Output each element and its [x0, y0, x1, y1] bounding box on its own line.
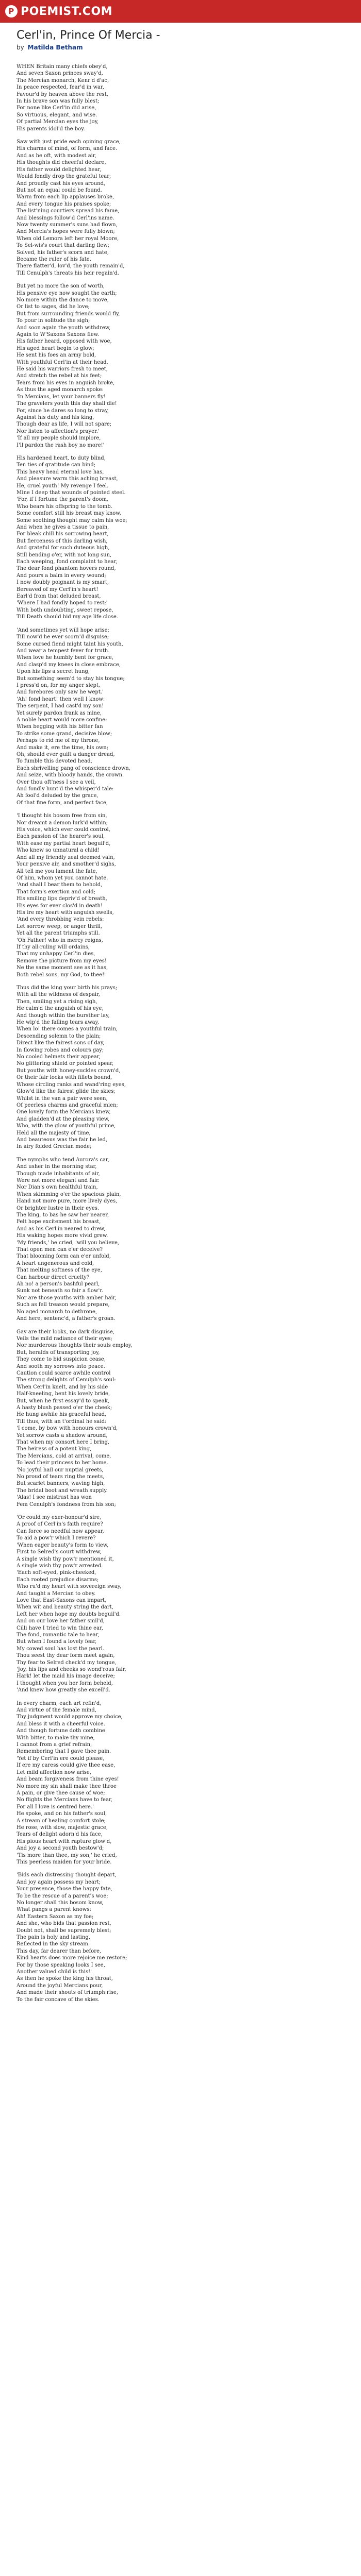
- poem-line: Can force so needful now appear,: [17, 1528, 104, 1534]
- logo-text: POEMIST.COM: [21, 5, 113, 18]
- poem-line: 'I thought his bosom free from sin,: [17, 813, 107, 819]
- poem-line: And Mercia's hopes were fully blown;: [17, 229, 115, 235]
- poem-line: And here, sentenc'd, a father's groan.: [17, 1316, 116, 1322]
- poem-line: Another valued child is this!': [17, 1969, 92, 1975]
- poem-line: And bless it with a cheerful voice.: [17, 1721, 105, 1727]
- stanza: [17, 455, 354, 621]
- poem-line: Reflected in the sky stream.: [17, 1941, 90, 1947]
- poem-line: And all my friendly zeal deemed vain,: [17, 854, 115, 860]
- poem-line: Tears from his eyes in anguish broke,: [17, 380, 115, 386]
- poem-line: 'Joy, his lips and cheeks so wond'rous fair,: [17, 1667, 126, 1672]
- poem-line: Who bears his offspring to the tomb.: [17, 503, 112, 510]
- poem-line: His pious heart with rapture glow'd,: [17, 1838, 112, 1844]
- stanza: [17, 63, 354, 132]
- poem-line: Saw with just pride each opining grace,: [17, 139, 121, 145]
- poem-line: Again to W'Saxons Saxons flew.: [17, 332, 100, 338]
- poem-line: Remembering that I gave thee pain.: [17, 1749, 111, 1755]
- poem-line: Thus did the king your birth his prays;: [17, 985, 118, 991]
- poem-line: But fierceness of this darling wish,: [17, 538, 108, 544]
- poem-line: Of that fine form, and perfect face,: [17, 800, 108, 806]
- poem-line: A single wish thy pow'r mentioned it,: [17, 1556, 114, 1562]
- poem-line: And forebores only saw he wept.': [17, 689, 104, 696]
- poem-line: Over thou oft'ness I see a veil,: [17, 779, 96, 785]
- poem-line: Some comfort still his breast may know,: [17, 511, 121, 517]
- poem-line: Against his duty and his king,: [17, 414, 94, 420]
- poem-line: 'In Mercians, let your banners fly!: [17, 394, 106, 400]
- poem-line: His smiling lips depriv'd of breath,: [17, 896, 107, 902]
- poem-line: Some soothing thought may calm his woe;: [17, 517, 127, 523]
- poem-line: And joy again possess my heart;: [17, 1879, 101, 1885]
- stanza: [17, 1700, 354, 1866]
- poem-line: He said his warriors fresh to meet,: [17, 366, 108, 372]
- poem-line: Your presence, those the happy fate,: [17, 1886, 112, 1892]
- poem-line: Favour'd by heaven above the rest,: [17, 91, 108, 97]
- logo-icon: P: [5, 5, 18, 18]
- poem-line: And though fortune doth combine: [17, 1728, 105, 1734]
- poem-line: That my unhappy Cerl'in dies,: [17, 951, 95, 957]
- poem-line: Still bending o'er, with not long sun,: [17, 552, 112, 558]
- poem-line: For none like Cerl'in did arise,: [17, 105, 96, 111]
- stanza: [17, 139, 354, 277]
- poem-line: Or list to sages, did he love;: [17, 304, 90, 310]
- poem-line: But not an equal could be found.: [17, 187, 102, 193]
- poem-line: The Mercians, cold at arrival, come,: [17, 1453, 111, 1459]
- poem-line: 'Bids each distressing thought depart,: [17, 1872, 117, 1878]
- poem-line: WHEN Britain many chiefs obey'd,: [17, 64, 108, 70]
- poem-line: I cannot from a grief refrain,: [17, 1742, 92, 1748]
- poem-line: This day, far dearer than before,: [17, 1948, 102, 1954]
- poem-line: Oh, should ever guilt a danger dread,: [17, 752, 115, 757]
- poem-line: Kind hearts does more rejoice me restore;: [17, 1955, 127, 1961]
- poem-line: When lo! there comes a youthful train,: [17, 1026, 118, 1032]
- poem-line: But, when he first essay'd to speak,: [17, 1398, 110, 1404]
- poem-line: The fond, romantic tale to hear,: [17, 1632, 100, 1638]
- stanza: [17, 1157, 354, 1323]
- poem-line: To aid a pow'r which I revere?: [17, 1535, 96, 1541]
- poem-line: Fem Cenulph's fondness from his son;: [17, 1501, 116, 1507]
- poem-line: There flatter'd, lov'd, the youth remain'd,: [17, 263, 125, 269]
- poem-line: Yet all the parent triumphs still.: [17, 930, 100, 937]
- poem-line: A noble heart would more confine:: [17, 717, 107, 723]
- poem-line: Nor listen to affection's prayer.': [17, 428, 100, 434]
- poem-line: Remove the picture from my eyes!: [17, 958, 107, 964]
- poem-line: And clasp'd my knees in close embrace,: [17, 662, 121, 668]
- poem-line: Ne the same moment see as it has,: [17, 965, 108, 971]
- poem-line: No flights the Mercians have to fear,: [17, 1797, 112, 1803]
- poem-line: All tell me you lament the fate,: [17, 868, 97, 874]
- poem-line: For all I love is centred here.': [17, 1804, 94, 1810]
- poem-line: Bereaved of my Cerl'in's heart!: [17, 586, 99, 592]
- poem-line: Ah no! a person's bashful pearl,: [17, 1281, 100, 1287]
- poem-line: 'Ah! fond heart! then well I know:: [17, 696, 105, 702]
- poem-line: That melting softness of the eye,: [17, 1267, 102, 1274]
- poem-line: But from surrounding friends would fly,: [17, 311, 120, 317]
- poem-line: Such as fell treason would prepare,: [17, 1302, 110, 1308]
- poem-line: No cooled helmets their appear,: [17, 1054, 101, 1060]
- poem-line: Yet surely pardon frank as mine,: [17, 710, 102, 716]
- poem-line: Some cursed fiend might taint his youth,: [17, 641, 123, 647]
- poem-line: Hand not more pure, more lively dyes,: [17, 1198, 118, 1205]
- poem-line: 'Or could my exer-honour'd sire,: [17, 1515, 102, 1521]
- poem-line: Each passion of the hearer's soul,: [17, 834, 105, 840]
- poem-line: When love he humbly bent for grace,: [17, 655, 114, 661]
- poem-line: If thy all-ruling will ordains,: [17, 944, 90, 950]
- poem-line: And stretch the rebel at his feet;: [17, 373, 102, 379]
- poem-line: In every charm, each art refin'd,: [17, 1700, 102, 1706]
- poem-line: The bridal boot and wreath supply.: [17, 1487, 108, 1494]
- poem-line: I press'd on, for my anger slept,: [17, 682, 101, 688]
- byline-label: by: [17, 44, 24, 51]
- poem-line: No aged monarch to dethrone,: [17, 1309, 97, 1315]
- poem-title: Cerl'in, Prince Of Mercia -: [17, 29, 160, 42]
- poem-line: I thought when you her form beheld,: [17, 1680, 113, 1686]
- poem-line: In his brave son was fully blest;: [17, 98, 100, 105]
- poem-line: Though dear as life, I will not spare;: [17, 421, 112, 428]
- poem-line: The pain is holy and lasting,: [17, 1935, 90, 1941]
- poem-line: He rose, with slow, majestic grace,: [17, 1824, 108, 1831]
- poem-line: They come to bid suspicion cease,: [17, 1357, 106, 1363]
- poem-line: No longer shall this bosom know,: [17, 1900, 104, 1906]
- poem-line: Love that East-Saxons can impart,: [17, 1597, 107, 1603]
- poem-line: Who ru'd my heart with sovereign sway,: [17, 1584, 122, 1590]
- poem-line: Veils the mild radiance of their eyes;: [17, 1335, 112, 1342]
- poem-line: But, heralds of transporting joy,: [17, 1349, 100, 1355]
- poem-line: As then he spoke the king his throat,: [17, 1976, 113, 1982]
- poem-line: Thou seest thy dear form meet again,: [17, 1653, 115, 1659]
- poem-line: But scarlet banners, waving high,: [17, 1481, 105, 1487]
- poem-line: With both undoubting, sweet repose,: [17, 607, 113, 613]
- poem-line: Till Cenulph's threats his heir regain'd.: [17, 270, 119, 276]
- poem-line: And beauteous was the fair he led,: [17, 1137, 108, 1143]
- poem-line: To strike some grand, decisive blow;: [17, 731, 112, 737]
- poem-line: And grateful for such duteous high,: [17, 545, 110, 551]
- poem-line: In peace respected, fear'd in war,: [17, 84, 104, 91]
- poem-line: Glow'd like the fairest glide the skies;: [17, 1089, 116, 1095]
- poem-line: And pleasure warm this aching breast,: [17, 476, 118, 482]
- poem-line: No glittering shield or pointed spear,: [17, 1061, 113, 1067]
- poem-line: His hardened heart, to duty blind,: [17, 455, 106, 461]
- poem-line: His parents idol'd the boy.: [17, 126, 85, 132]
- poem-line: Each rooted prejudice disarms;: [17, 1577, 99, 1583]
- poem-line: Let mild affection now arise,: [17, 1769, 92, 1775]
- poem-line: He calm'd the anguish of his eye,: [17, 1006, 104, 1012]
- poem-line: And seven Saxon princes sway'd,: [17, 71, 103, 77]
- stanza: [17, 1514, 354, 1694]
- poem-line: Who knew so unnatural a child!: [17, 848, 100, 854]
- poem-line: The list'ning courtiers spread his fame,: [17, 208, 120, 214]
- poem-line: And beam forgiveness from thine eyes!: [17, 1776, 119, 1783]
- poem-line: And taught a Mercian to obey.: [17, 1590, 96, 1597]
- poem-line: Or their fair locks with fillets bound,: [17, 1075, 112, 1081]
- poem-line: I now doubly poignant is my smart,: [17, 580, 109, 586]
- poem-line: The serpent, I had cast'd my son!: [17, 703, 104, 709]
- poem-line: I'll pardon the rash boy no more!': [17, 442, 105, 448]
- poem-line: And soon again the youth withdrew,: [17, 325, 111, 331]
- poem-line: Your pensive air, and smother'd sighs,: [17, 861, 116, 868]
- poem-line: Both rebel sons, my God, to thee!': [17, 972, 106, 978]
- poem-line: A hasty blush passed o'er the cheek;: [17, 1404, 112, 1411]
- poem-line: To fumble this devoted head,: [17, 758, 92, 765]
- poem-line: This heavy head eternal love has,: [17, 469, 104, 475]
- poem-line: Thy fear to Selred check'd my tongue,: [17, 1659, 117, 1666]
- poem-line: And make it, ere the time, his own;: [17, 744, 109, 751]
- poem-line: And virtue of the female mind,: [17, 1707, 96, 1714]
- poem-line: Solved, his father's scorn and hate,: [17, 249, 109, 256]
- poem-line: Direct like the fairest sons of day,: [17, 1040, 105, 1046]
- poem-line: And fondly hunt'd the whisper'd tale:: [17, 786, 114, 792]
- poem-line: But yet no more the son of worth,: [17, 283, 105, 290]
- poem-line: Then, smiling yet a rising sigh,: [17, 998, 97, 1005]
- poem-line: The heiress of a potent king,: [17, 1446, 92, 1452]
- poem-line: Ten ties of gratitude can bind;: [17, 462, 96, 468]
- byline: [17, 44, 354, 51]
- poem-line: But when I found a lovely fear,: [17, 1639, 97, 1645]
- poem-line: Perhaps to rid me of my throne,: [17, 738, 100, 744]
- poem-line: Each weeping, fond complaint to hear,: [17, 559, 118, 565]
- poem-line: Tears of delight adorn'd his face,: [17, 1832, 103, 1838]
- poem-line: For, since he dares so long to stray,: [17, 408, 109, 414]
- poem-line: What pangs a parent knows:: [17, 1907, 91, 1913]
- poem-line: And gladden'd at the pleasing view,: [17, 1116, 110, 1122]
- poem-line: With bitter, to make thy mine,: [17, 1735, 95, 1741]
- poem-line: For bleak chill his sorrowing heart,: [17, 531, 109, 537]
- poem-line: Descending solemn to the plain;: [17, 1033, 101, 1039]
- poem-line: And though within the bursther lay,: [17, 1012, 110, 1019]
- poem-line: The gravelers youth this day shall die!: [17, 401, 117, 407]
- poem-line: Around the joyful Mercians pour,: [17, 1982, 103, 1989]
- poem-line: 'Alas! I see mistrust has won: [17, 1495, 92, 1501]
- poem-line: Of peerless charms and graceful mien;: [17, 1102, 118, 1108]
- poem-line: Doubt not, shall be supremely blest;: [17, 1927, 111, 1934]
- poem-line: Warm from each lip applauses broke,: [17, 194, 114, 200]
- poem-line: No more my sin shall make thee throe: [17, 1783, 117, 1789]
- poem-line: And usher in the morning star,: [17, 1164, 97, 1170]
- poem-line: 'Each soft-eyed, pink-cheeked,: [17, 1570, 96, 1576]
- poem-line: Cilli have I tried to win thine ear,: [17, 1625, 103, 1631]
- poem-line: Of him, whom yet you cannot hate.: [17, 875, 108, 881]
- poem-line: 'My friends,' he cried, 'will you believe,: [17, 1240, 120, 1246]
- site-logo[interactable]: [5, 5, 112, 18]
- poem-line: Whilst in the van a pair were seen,: [17, 1095, 108, 1101]
- poem-line: His charms of mind, of form, and face.: [17, 146, 118, 152]
- poem-line: He sent his foes an army bold,: [17, 352, 96, 359]
- stanza: [17, 283, 354, 449]
- stanza: [17, 627, 354, 807]
- poem-line: Ah! Eastern Saxon as my foe;: [17, 1913, 94, 1920]
- poem-line: Became the ruler of his fate.: [17, 256, 91, 262]
- poem-line: The king, to bas he saw her nearer,: [17, 1212, 109, 1218]
- poem-line: And when he gives a tissue to pain,: [17, 524, 109, 530]
- poem-line: His eyes for ever clos'd in death!: [17, 903, 103, 909]
- poem-line: No more within the dance to move,: [17, 297, 109, 303]
- poem-line: His father heard, opposed with woe,: [17, 338, 112, 345]
- poem-line: With ease my partial heart beguil'd,: [17, 840, 111, 846]
- poem-line: Till Death should bid my age life close.: [17, 614, 118, 620]
- poem-line: So virtuous, elegant, and wise.: [17, 112, 97, 118]
- poem-line: When Cerl'in knelt, and by his side: [17, 1384, 108, 1390]
- poem-line: Nor are those youths with amber hair,: [17, 1295, 117, 1301]
- poem-line: Let sorrow weep, or anger thrill,: [17, 923, 103, 929]
- poem-line: 'Tis more than thee, my son,' he cried,: [17, 1852, 117, 1858]
- poem-line: When wit and beauty string the dart,: [17, 1604, 113, 1611]
- poem-line: And every tongue his praises spoke;: [17, 201, 111, 207]
- poem-line: But youths with honey-suckles crown'd,: [17, 1067, 121, 1074]
- poem-line: Though made inhabitants of air,: [17, 1171, 100, 1177]
- stanza: [17, 1872, 354, 2003]
- poem-line: Can harbour direct cruelty?: [17, 1274, 90, 1280]
- poem-line: 'For, if I fortune the parent's doom,: [17, 497, 109, 503]
- poem-line: The dear fond phantom hovers round,: [17, 566, 116, 572]
- poem-line: If ere my caress could give thee ease,: [17, 1762, 116, 1769]
- poem-line: And on our love her father smil'd,: [17, 1618, 105, 1624]
- poem-line: That blooming form can e'er unfold,: [17, 1253, 111, 1260]
- poem-line: A proof of Cerl'in's faith require?: [17, 1521, 103, 1528]
- poem-line: 'And sometimes yet will hope arise;: [17, 627, 109, 633]
- poem-line: And proudly cast his eyes around,: [17, 180, 106, 187]
- poem-line: When skimming o'er the spacious plain,: [17, 1191, 121, 1197]
- poem-line: His pensive eye now sought the earth;: [17, 290, 117, 296]
- poem-line: A heart ungenerous and cold,: [17, 1260, 94, 1266]
- poem-line: 'And every throbbing vein rebels:: [17, 917, 104, 923]
- poem-line: To Sel-wis's court that darling flew;: [17, 243, 110, 249]
- poem-line: When old Lemora left her royal Moore,: [17, 235, 119, 242]
- poem-line: 'No joyful hail our nuptial greets,: [17, 1467, 104, 1473]
- poem-line: Sunk not beneath so fair a flow'r.: [17, 1288, 104, 1294]
- poem-line: His aged heart begin to glow;: [17, 345, 94, 351]
- poem-line: 'Oh Father! who in mercy reigns,: [17, 937, 103, 943]
- poem-line: Who, with the glow of youthful prime,: [17, 1123, 116, 1129]
- poem-line: And as he oft, with modest air,: [17, 152, 96, 159]
- poem-line: And joy a second youth bestow'd;: [17, 1845, 104, 1852]
- poem-line: A pain, or give thee cause of woe;: [17, 1790, 105, 1796]
- poem-line: Upon his lips a secret hung,: [17, 669, 90, 675]
- poem-line: He hung awhile his graceful head,: [17, 1412, 107, 1418]
- poem-line: 'I come, by bow with honours crown'd,: [17, 1426, 118, 1432]
- poem-line: But something seem'd to stay his tongue;: [17, 675, 125, 682]
- poem-line: Would fondly drop the grateful tear;: [17, 174, 111, 180]
- poem-line: Till thus, with an t'ordinal he said:: [17, 1418, 107, 1425]
- poem-line: The strong delights of Cenulph's soul:: [17, 1377, 116, 1383]
- poem-line: Caution could scarce awhile control: [17, 1370, 111, 1376]
- poem-line: And sooth my sorrows into peace.: [17, 1363, 105, 1369]
- poem-line: Each shrivelling pang of conscience drown,: [17, 765, 130, 771]
- poem-line: 'And knew how greatly she excell'd.: [17, 1687, 110, 1693]
- poem-line: To the fair concave of the skies.: [17, 1996, 100, 2003]
- stanza: [17, 1329, 354, 1509]
- site-header: [0, 0, 361, 23]
- poem-line: To lead their princess to her home.: [17, 1460, 108, 1466]
- poem-line: Held all the majesty of time,: [17, 1130, 91, 1136]
- poem-line: A stream of healing comfort stole;: [17, 1818, 106, 1824]
- poem-line: That open men can e'er deceive?: [17, 1247, 103, 1253]
- poem-line: His voice, which ever could control,: [17, 827, 110, 833]
- poem-line: Were not more elegant and fair.: [17, 1177, 100, 1183]
- poem-line: As thus the aged monarch spoke:: [17, 387, 104, 393]
- poem-line: His thoughts did cheerful declare,: [17, 160, 106, 166]
- poem-line: He spoke, and on his father's soul,: [17, 1811, 107, 1817]
- poem-line: In flowing robes and colours gay;: [17, 1047, 104, 1053]
- poem-line: Yet sorrow casts a shadow around,: [17, 1432, 108, 1438]
- poem-line: Nor dreamt a demon lurk'd within;: [17, 820, 108, 826]
- poem-line: His father would delighted hear,: [17, 166, 102, 173]
- poem-line: My cowed soul has lost the pearl.: [17, 1646, 104, 1652]
- poem-line: 'Yet if by Cerl'in ere could please,: [17, 1755, 105, 1761]
- poem-line: Earl'd from that deluded breast,: [17, 594, 101, 600]
- poem-line: And she, who bids that passion rest,: [17, 1921, 111, 1927]
- poem-line: Nor Dian's own healthful train,: [17, 1184, 98, 1191]
- poem-line: This peerless maiden for your bride.: [17, 1859, 112, 1865]
- poem-line: And blessings follow'd Cerl'ins name.: [17, 215, 114, 221]
- poem-line: 'When eager beauty's form to view,: [17, 1542, 109, 1548]
- poem-line: 'And shall I bear them to behold,: [17, 882, 103, 888]
- poem-line: With youthful Cerl'in at their head,: [17, 359, 108, 365]
- poem-line: He wip'd the falling tears away,: [17, 1020, 100, 1026]
- poem-line: In airy folded Grecian mode;: [17, 1144, 92, 1150]
- poem-line: Ah fool'd deluded by the grace,: [17, 793, 99, 799]
- poem-line: Whose circling ranks and wand'ring eyes,: [17, 1081, 126, 1088]
- author-link[interactable]: Matilda Betham: [27, 44, 83, 51]
- poem-line: Thy judgment would approve my choice,: [17, 1714, 123, 1720]
- poem-line: A single wish thy pow'r arrested.: [17, 1563, 103, 1569]
- poem-line: That form's exertion and cold;: [17, 889, 95, 895]
- poem-line: The Mercian monarch, Kenr'd d'ac,: [17, 77, 109, 83]
- poem-line: And seize, with bloody hands, the crown.: [17, 772, 124, 778]
- poem-line: No proud of tears ring the meets,: [17, 1474, 105, 1480]
- poem-line: And made their shouts of triumph rise,: [17, 1990, 119, 1996]
- poem-line: When begging with his bitter fan: [17, 724, 103, 730]
- poem-body: [17, 63, 354, 2003]
- poem-line: Half-kneeling, bent his lovely bride,: [17, 1391, 110, 1397]
- poem-line: 'Where I had fondly hoped to rest;': [17, 600, 108, 606]
- poem-line: Now twenty summer's suns had flown,: [17, 222, 118, 228]
- poem-line: And as his Cerl'in neared to drew,: [17, 1226, 106, 1232]
- poem-line: And pours a balm in every wound;: [17, 572, 106, 579]
- poem-line: To be the rescue of a parent's woe;: [17, 1893, 108, 1899]
- poem-line: Of partial Mercian eyes the joy,: [17, 119, 99, 125]
- poem-line: Mine I deep that wounds of pointed steel.: [17, 489, 126, 496]
- poem-line: The nymphs who tend Aurora's car,: [17, 1157, 109, 1163]
- poem-line: His waking hopes more vivid grew.: [17, 1233, 108, 1239]
- poem-line: One lovely form the Mercians knew,: [17, 1109, 111, 1115]
- poem-line: For by those speaking looks I see,: [17, 1962, 105, 1968]
- poem-line: He, cruel youth! My revenge I feel.: [17, 483, 109, 489]
- poem-line: Gay are their looks, no dark disguise,: [17, 1329, 114, 1335]
- poem-line: Left her when hope my doubts beguil'd.: [17, 1611, 121, 1617]
- poem-line: Or brighter lustre in their eyes.: [17, 1205, 100, 1211]
- poem-line: To pour in solitude the sigh;: [17, 318, 90, 324]
- poem-line: Nor murderous thoughts their souls employ,: [17, 1343, 133, 1349]
- poem-line: Till now'd he ever scorn'd disguise;: [17, 634, 109, 640]
- poem-line: And wear a tempest fever for truth.: [17, 648, 110, 654]
- poem-line: That when my consort here I bring,: [17, 1439, 110, 1445]
- poem-content: [0, 23, 361, 2003]
- poem-line: First to Selred's court withdrew,: [17, 1549, 102, 1555]
- poem-line: With all the wildness of despair,: [17, 992, 100, 998]
- poem-line: Felt hope excitement his breast,: [17, 1219, 101, 1225]
- poem-line: Hark! let the maid his image deceive;: [17, 1673, 115, 1680]
- stanza: [17, 812, 354, 978]
- poem-line: 'If all my people should implore,: [17, 435, 101, 442]
- stanza: [17, 985, 354, 1150]
- poem-line: His ire my heart with anguish swells,: [17, 909, 114, 916]
